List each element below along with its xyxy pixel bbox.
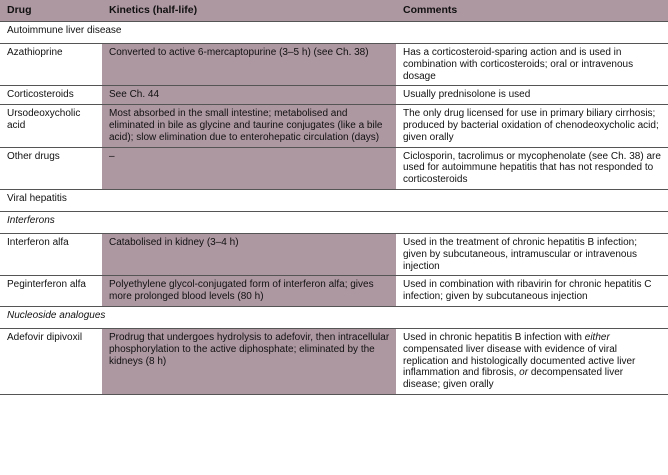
header-kinetics: Kinetics (half-life) [102,0,396,22]
section-title: Viral hepatitis [0,189,668,211]
table-row [0,147,668,189]
comments-cell: Used in combination with ribavirin for chronic hepatitis C infection; given by subcutaneous injection [396,276,668,307]
table-row [0,86,668,105]
kinetics-cell: Prodrug that undergoes hydrolysis to adefovir, then intracellular phosphorylation to the active diphosphate; eliminated by the kidneys (8 h) [102,328,396,394]
subsection-row-interferons [0,211,668,233]
kinetics-cell: Catabolised in kidney (3–4 h) [102,233,396,275]
comments-cell: Ciclosporin, tacrolimus or mycophenolate (see Ch. 38) are used for autoimmune hepatitis that has not responded to corticosteroids [396,147,668,189]
kinetics-cell: Converted to active 6-mercaptopurine (3–5 h) (see Ch. 38) [102,44,396,86]
comments-cell [396,328,668,394]
subsection-row-nucleoside [0,306,668,328]
comments-cell: Usually prednisolone is used [396,86,668,105]
comment-text: compensated liver disease with evidence of viral replication and histologically documented active liver inflammation and fibrosis, [403,343,636,379]
table-row [0,105,668,147]
comments-cell: The only drug licensed for use in primary biliary cirrhosis; produced by bacterial oxidation of chenodeoxycholic acid; given orally [396,105,668,147]
subsection-title: Interferons [0,211,668,233]
table-row [0,276,668,307]
table-row [0,233,668,275]
header-comments: Comments [396,0,668,22]
kinetics-cell: Polyethylene glycol-conjugated form of interferon alfa; gives more prolonged blood levels (80 h) [102,276,396,307]
comment-emphasis: or [519,367,529,379]
kinetics-cell: Most absorbed in the small intestine; metabolised and eliminated in bile as glycine and taurine conjugates (like a bile acid); slow elimination due to enterohepatic circulation (days) [102,105,396,147]
comment-text: Used in chronic hepatitis B infection with [403,331,585,343]
comments-cell: Used in the treatment of chronic hepatitis B infection; given by subcutaneous, intramuscular or intravenous injection [396,233,668,275]
drug-cell: Peginterferon alfa [0,276,102,307]
drug-cell: Interferon alfa [0,233,102,275]
kinetics-cell: – [102,147,396,189]
drug-cell: Azathioprine [0,44,102,86]
drug-cell: Adefovir dipivoxil [0,328,102,394]
drug-cell: Ursodeoxycholic acid [0,105,102,147]
table-row [0,44,668,86]
comments-cell: Has a corticosteroid-sparing action and is used in combination with corticosteroids; oral or intravenous dosage [396,44,668,86]
section-row-viral [0,189,668,211]
section-title: Autoimmune liver disease [0,22,668,44]
drug-cell: Other drugs [0,147,102,189]
header-row [0,0,668,22]
drug-cell: Corticosteroids [0,86,102,105]
kinetics-cell: See Ch. 44 [102,86,396,105]
comment-emphasis: either [584,331,610,343]
section-row-autoimmune [0,22,668,44]
comment-text: decompensated liver disease; given orally [403,367,624,391]
header-drug: Drug [0,0,102,22]
table-row [0,328,668,394]
subsection-title: Nucleoside analogues [0,306,668,328]
